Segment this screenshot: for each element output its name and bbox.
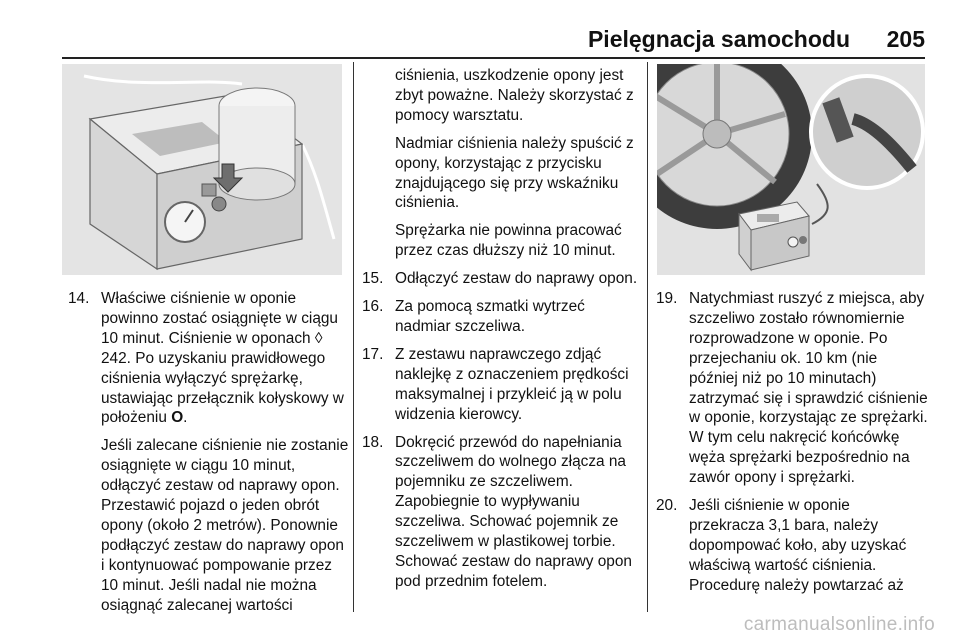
item-number: 14. [68, 290, 90, 307]
list-item: 19. Natychmiast ruszyć z miejsca, aby szczeliwo zostało równomiernie rozprowadzone w oponie. Po przejechaniu ok. 10 km (nie później niż po 10 minutach) zatrzymać się i sprawdzić ciśnienie w oponie, korzystając ze sprężarki. W tym celu nakręcić końcówkę węża sprężarki bezpośrednio na zawór opony i sprężarki. [656, 290, 928, 487]
middle-column [362, 66, 642, 600]
list-item: 15. Odłączyć zestaw do naprawy opon. [362, 270, 638, 288]
header-rule [62, 57, 925, 59]
switch-position-label: O [171, 409, 184, 427]
right-column [656, 289, 928, 604]
continued-paragraph: Nadmiar ciśnienia należy spuścić z opony, korzystając z przycisku znajdującego się przy wskaźniku ciśnienia. [395, 134, 634, 212]
column-divider-1 [353, 62, 354, 612]
list-item [68, 289, 350, 624]
figure-compressor [62, 64, 342, 275]
watermark: carmanualsonline.info [743, 614, 935, 635]
list-item: 16. Za pomocą szmatki wytrzeć nadmiar szczeliwa. [362, 298, 585, 335]
reference-arrow-icon: ◊ [314, 329, 323, 347]
page-title: Pielęgnacja samochodu [587, 26, 850, 52]
page-number: 205 [886, 26, 925, 52]
item-paragraph: Jeśli zalecane ciśnienie nie zostanie osiągnięte w ciągu 10 minut, odłączyć zestaw od naprawy opon. Przestawić pojazd o jeden obrót opony (około 2 metrów). Ponownie podłączyć zestaw do naprawy opon i kontynuować pompowanie przez 10 minut. Jeśli nadal nie można osiągnąć zalecanej wartości [101, 437, 349, 614]
figure-tire-connection [657, 64, 925, 275]
compressor-connected-to-tire-valve-illustration-icon [657, 64, 925, 275]
left-column [68, 289, 350, 632]
list-item: 18. Dokręcić przewód do napełniania szczeliwem do wolnego złącza na pojemniku ze szczeliwem. Zapobiegnie to wypływaniu szczeliwa. Schować pojemnik ze szczeliwem w plastikowej torbie. Schować zestaw do naprawy opon pod przednim fotelem. [362, 433, 632, 590]
item-paragraph: Właściwe ciśnienie w oponie powinno zostać osiągnięte w ciągu 10 minut. Ciśnienie w oponach ◊ 242. Po uzyskaniu prawidłowego ciśnienia wyłączyć sprężarkę, ustawiając przełącznik kołyskowy w położeniu O. [101, 290, 344, 427]
list-item: 20. Jeśli ciśnienie w oponie przekracza 3,1 bara, należy dopompować koło, aby uzyskać właściwą wartość ciśnienia. Procedurę należy powtarzać aż [656, 497, 907, 594]
continued-paragraph: Sprężarka nie powinna pracować przez czas dłuższy niż 10 minut. [395, 222, 622, 260]
column-divider-2 [647, 62, 648, 612]
tire-compressor-illustration-icon [62, 64, 342, 275]
list-item: 17. Z zestawu naprawczego zdjąć naklejkę z oznaczeniem prędkości maksymalnej i przykleić ją w polu widzenia kierowcy. [362, 345, 629, 423]
continued-paragraph: ciśnienia, uszkodzenie opony jest zbyt poważne. Należy skorzystać z pomocy warsztatu. [395, 67, 634, 124]
